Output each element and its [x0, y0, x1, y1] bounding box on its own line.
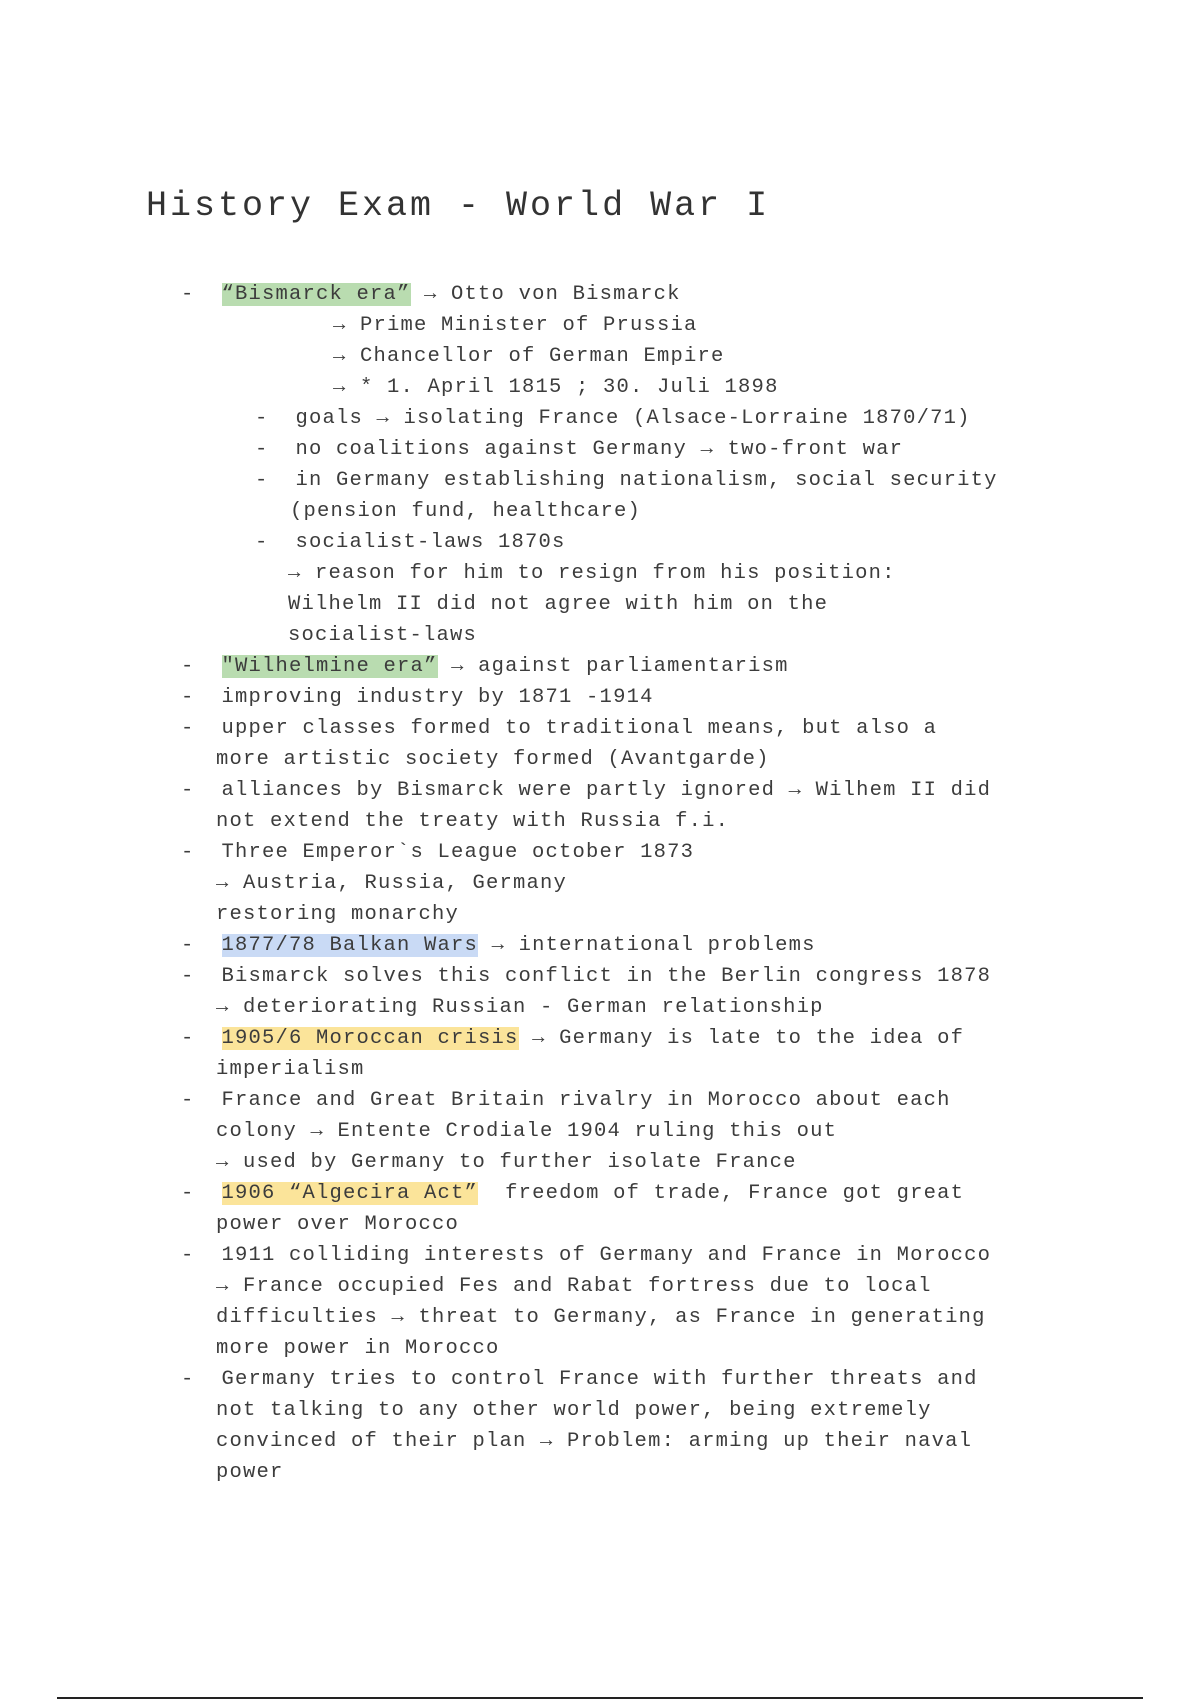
note-text: - upper classes formed to traditional means, but also a: [181, 717, 938, 740]
note-text: - socialist-laws 1870s: [255, 531, 566, 554]
note-text: → international problems: [478, 934, 816, 957]
note-text: convinced of their plan → Problem: arming up their naval: [216, 1430, 973, 1453]
note-line: [181, 778, 991, 804]
note-line: [181, 1026, 964, 1052]
note-text: → reason for him to resign from his position:: [288, 562, 896, 585]
note-text: difficulties → threat to Germany, as France in generating: [216, 1306, 986, 1329]
page-bottom-rule: [57, 1697, 1143, 1699]
note-text: restoring monarchy: [216, 903, 460, 926]
note-line: [255, 437, 903, 463]
note-text: freedom of trade, France got great: [478, 1182, 965, 1205]
note-text: - Germany tries to control France with further threats and: [181, 1368, 978, 1391]
note-line: [216, 1336, 500, 1362]
note-line: [288, 592, 828, 618]
note-line: [181, 1088, 951, 1114]
note-line: [181, 282, 681, 308]
note-line: [181, 964, 991, 990]
note-line: [255, 468, 998, 494]
note-line: [181, 933, 816, 959]
note-text: Wilhelm II did not agree with him on the: [288, 593, 829, 616]
note-text: → Chancellor of German Empire: [333, 345, 725, 368]
note-line: [255, 530, 566, 556]
note-text: more artistic society formed (Avantgarde): [216, 748, 770, 771]
note-text: → Prime Minister of Prussia: [333, 314, 698, 337]
note-line: [216, 1057, 365, 1083]
note-line: [216, 1398, 932, 1424]
note-line: [216, 902, 459, 928]
note-line: [288, 623, 477, 649]
note-text: - in Germany establishing nationalism, social security: [255, 469, 998, 492]
note-line: [216, 1305, 986, 1331]
note-line: [333, 313, 698, 339]
note-text: → * 1. April 1815 ; 30. Juli 1898: [333, 376, 779, 399]
note-line: [216, 1460, 284, 1486]
note-line: [216, 1274, 932, 1300]
note-line: [181, 1367, 978, 1393]
note-line: [288, 561, 896, 587]
note-text: - Bismarck solves this conflict in the Berlin congress 1878: [181, 965, 992, 988]
highlighted-term: 1906 “Algecira Act”: [221, 1182, 479, 1205]
note-line: [181, 840, 694, 866]
note-line: [181, 1181, 964, 1207]
note-text: -: [181, 283, 222, 306]
note-text: (pension fund, healthcare): [290, 500, 642, 523]
highlighted-term: 1905/6 Moroccan crisis: [221, 1027, 519, 1050]
note-text: power over Morocco: [216, 1213, 460, 1236]
note-line: [255, 406, 971, 432]
note-text: → Germany is late to the idea of: [518, 1027, 965, 1050]
note-text: colony → Entente Crodiale 1904 ruling this out: [216, 1120, 838, 1143]
note-line: [216, 871, 567, 897]
note-line: [333, 344, 725, 370]
note-text: → against parliamentarism: [437, 655, 789, 678]
note-line: [181, 654, 789, 680]
note-line: [216, 809, 729, 835]
note-line: [216, 1150, 797, 1176]
note-line: [181, 1243, 991, 1269]
note-line: [216, 1119, 837, 1145]
note-line: [181, 716, 937, 742]
note-text: → used by Germany to further isolate France: [216, 1151, 797, 1174]
note-text: → deteriorating Russian - German relationship: [216, 996, 824, 1019]
note-text: -: [181, 1027, 222, 1050]
note-text: not extend the treaty with Russia f.i.: [216, 810, 730, 833]
note-line: [216, 747, 770, 773]
note-text: - goals → isolating France (Alsace-Lorraine 1870/71): [255, 407, 971, 430]
note-text: -: [181, 934, 222, 957]
note-text: - France and Great Britain rivalry in Morocco about each: [181, 1089, 951, 1112]
highlighted-term: "Wilhelmine era”: [221, 655, 438, 678]
note-text: - 1911 colliding interests of Germany and France in Morocco: [181, 1244, 992, 1267]
note-line: [216, 1429, 972, 1455]
note-text: → Austria, Russia, Germany: [216, 872, 568, 895]
note-text: - alliances by Bismarck were partly ignored → Wilhem II did: [181, 779, 992, 802]
note-line: [181, 685, 654, 711]
note-text: socialist-laws: [288, 624, 478, 647]
note-text: - improving industry by 1871 -1914: [181, 686, 654, 709]
note-line: [216, 995, 824, 1021]
highlighted-term: 1877/78 Balkan Wars: [221, 934, 479, 957]
note-text: - no coalitions against Germany → two-front war: [255, 438, 904, 461]
note-line: [333, 375, 779, 401]
note-text: imperialism: [216, 1058, 365, 1081]
note-text: -: [181, 1182, 222, 1205]
note-text: power: [216, 1461, 284, 1484]
note-text: - Three Emperor`s League october 1873: [181, 841, 695, 864]
page-title: History Exam - World War I: [146, 186, 771, 226]
note-text: → Otto von Bismarck: [410, 283, 681, 306]
highlighted-term: “Bismarck era”: [221, 283, 411, 306]
note-line: [216, 1212, 459, 1238]
note-text: more power in Morocco: [216, 1337, 500, 1360]
note-text: -: [181, 655, 222, 678]
note-line: [290, 499, 641, 525]
note-text: → France occupied Fes and Rabat fortress due to local: [216, 1275, 932, 1298]
note-text: not talking to any other world power, being extremely: [216, 1399, 932, 1422]
